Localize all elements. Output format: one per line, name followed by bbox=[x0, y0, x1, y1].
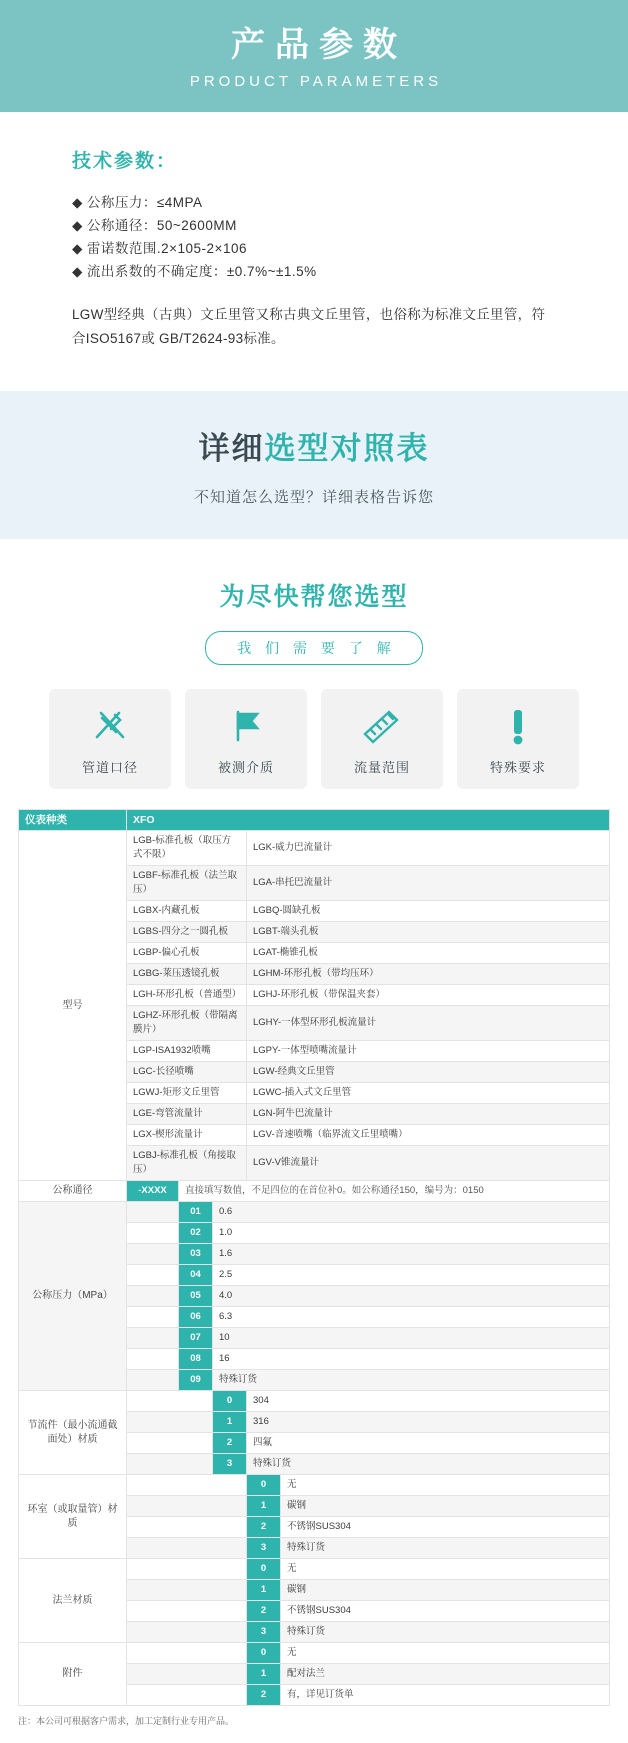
model-right: LGV-V锥流量计 bbox=[247, 1146, 610, 1181]
table-header-cell-type: XFO bbox=[127, 810, 610, 831]
model-left: LGBX-内藏孔板 bbox=[127, 901, 247, 922]
helper-card-label: 流量范围 bbox=[353, 759, 410, 775]
band-subtitle: 不知道怎么选型？详细表格告诉您 bbox=[193, 489, 434, 506]
model-right: LGBQ-圆缺孔板 bbox=[247, 901, 610, 922]
band-title-highlight: 选型对照表 bbox=[264, 431, 430, 466]
flange-value: 无 bbox=[281, 1559, 610, 1580]
throttle-value: 四氟 bbox=[247, 1433, 610, 1454]
band-title bbox=[199, 423, 430, 468]
diamond-bullet-icon: ◆ bbox=[72, 264, 83, 279]
technical-parameters-section bbox=[0, 112, 628, 391]
pressure-code: 01 bbox=[179, 1202, 213, 1223]
pressure-value: 0.6 bbox=[213, 1202, 610, 1223]
flange-code: 0 bbox=[247, 1559, 281, 1580]
row-category-model: 型号 bbox=[19, 831, 127, 1181]
row-category-chamber: 环室（或取量管）材质 bbox=[19, 1475, 127, 1559]
tech-item-label: 公称压力：≤4MPA bbox=[86, 195, 203, 210]
table-row bbox=[19, 1202, 610, 1223]
list-item bbox=[72, 214, 628, 237]
header-banner bbox=[0, 0, 628, 112]
chamber-code: 1 bbox=[247, 1496, 281, 1517]
tech-parameter-list bbox=[72, 191, 628, 283]
chamber-code: 3 bbox=[247, 1538, 281, 1559]
flange-code: 3 bbox=[247, 1622, 281, 1643]
diamond-bullet-icon: ◆ bbox=[72, 195, 83, 210]
row-category-throttle: 节流件（最小流通截面处）材质 bbox=[19, 1391, 127, 1475]
throttle-code: 2 bbox=[213, 1433, 247, 1454]
diameter-code: -XXXX bbox=[127, 1181, 179, 1202]
flange-code: 1 bbox=[247, 1580, 281, 1601]
model-right: LGWC-插入式文丘里管 bbox=[247, 1083, 610, 1104]
accessory-value: 配对法兰 bbox=[281, 1664, 610, 1685]
selection-chart-band bbox=[0, 391, 628, 539]
model-right: LGAT-椭锥孔板 bbox=[247, 943, 610, 964]
pressure-code: 07 bbox=[179, 1328, 213, 1349]
throttle-value: 316 bbox=[247, 1412, 610, 1433]
model-right: LGHY-一体型环形孔板流量计 bbox=[247, 1006, 610, 1041]
model-left: LGBS-四分之一圆孔板 bbox=[127, 922, 247, 943]
accessory-value: 有，详见订货单 bbox=[281, 1685, 610, 1706]
accessory-code: 2 bbox=[247, 1685, 281, 1706]
banner-title-en: PRODUCT PARAMETERS bbox=[189, 72, 443, 90]
model-right: LGN-阿牛巴流量计 bbox=[247, 1104, 610, 1125]
row-category-accessory: 附件 bbox=[19, 1643, 127, 1706]
table-row bbox=[19, 1391, 610, 1412]
selection-helper-section bbox=[0, 539, 628, 789]
helper-card-special-request bbox=[457, 689, 579, 789]
pressure-value: 16 bbox=[213, 1349, 610, 1370]
chamber-code: 2 bbox=[247, 1517, 281, 1538]
chamber-value: 不锈钢SUS304 bbox=[281, 1517, 610, 1538]
throttle-code: 1 bbox=[213, 1412, 247, 1433]
table-row bbox=[19, 1559, 610, 1580]
model-left: LGH-环形孔板（普通型） bbox=[127, 985, 247, 1006]
pressure-code: 04 bbox=[179, 1265, 213, 1286]
row-category-flange: 法兰材质 bbox=[19, 1559, 127, 1643]
model-left: LGHZ-环形孔板（带隔离膜片） bbox=[127, 1006, 247, 1041]
model-left: LGBF-标准孔板（法兰取压） bbox=[127, 866, 247, 901]
tech-item-label: 流出系数的不确定度：±0.7%~±1.5% bbox=[86, 264, 317, 279]
list-item bbox=[72, 260, 628, 283]
model-left: LGC-长径喷嘴 bbox=[127, 1062, 247, 1083]
helper-title: 为尽快帮您选型 bbox=[219, 583, 409, 611]
flag-icon bbox=[224, 703, 268, 749]
model-right: LGA-串托巴流量计 bbox=[247, 866, 610, 901]
diameter-description: 直接填写数值，不足四位的在首位补0。如公称通径150，编号为：0150 bbox=[179, 1181, 610, 1202]
exclamation-icon bbox=[503, 703, 533, 749]
pressure-code: 09 bbox=[179, 1370, 213, 1391]
ruler-pencil-icon bbox=[88, 703, 132, 749]
pressure-value: 2.5 bbox=[213, 1265, 610, 1286]
throttle-code: 0 bbox=[213, 1391, 247, 1412]
helper-card-label: 特殊要求 bbox=[489, 759, 546, 775]
model-left: LGB-标准孔板（取压方式不限） bbox=[127, 831, 247, 866]
flange-value: 特殊订货 bbox=[281, 1622, 610, 1643]
accessory-code: 0 bbox=[247, 1643, 281, 1664]
accessory-value: 无 bbox=[281, 1643, 610, 1664]
helper-card-flow-range bbox=[321, 689, 443, 789]
helper-card-medium bbox=[185, 689, 307, 789]
diamond-bullet-icon: ◆ bbox=[72, 218, 83, 233]
table-header-row bbox=[19, 810, 610, 831]
pressure-code: 02 bbox=[179, 1223, 213, 1244]
table-row bbox=[19, 1475, 610, 1496]
accessory-code: 1 bbox=[247, 1664, 281, 1685]
model-left: LGBG-莱压透镜孔板 bbox=[127, 964, 247, 985]
table-footnote: 注：本公司可根据客户需求，加工定制行业专用产品。 bbox=[18, 1716, 235, 1726]
flange-code: 2 bbox=[247, 1601, 281, 1622]
pressure-code: 03 bbox=[179, 1244, 213, 1265]
row-category-diameter: 公称通径 bbox=[19, 1181, 127, 1202]
helper-cards bbox=[0, 689, 628, 789]
model-left: LGX-楔形流量计 bbox=[127, 1125, 247, 1146]
tech-item-label: 公称通径：50~2600MM bbox=[86, 218, 237, 233]
throttle-value: 特殊订货 bbox=[247, 1454, 610, 1475]
selection-table-wrapper bbox=[0, 789, 628, 1706]
helper-card-label: 管道口径 bbox=[81, 759, 138, 775]
throttle-code: 3 bbox=[213, 1454, 247, 1475]
model-right: LGK-威力巴流量计 bbox=[247, 831, 610, 866]
helper-pill-label: 我 们 需 要 了 解 bbox=[205, 631, 422, 665]
list-item bbox=[72, 191, 628, 214]
model-left: LGE-弯管流量计 bbox=[127, 1104, 247, 1125]
tech-note-paragraph: LGW型经典（古典）文丘里管又称古典文丘里管，也俗称为标准文丘里管，符合ISO5167或 GB/T2624-93标准。 bbox=[72, 307, 546, 346]
tech-section-title: 技术参数： bbox=[72, 151, 178, 172]
list-item bbox=[72, 237, 628, 260]
diamond-bullet-icon: ◆ bbox=[72, 241, 83, 256]
chamber-value: 特殊订货 bbox=[281, 1538, 610, 1559]
model-right: LGPY-一体型喷嘴流量计 bbox=[247, 1041, 610, 1062]
tech-item-label: 雷诺数范围.2×105-2×106 bbox=[86, 241, 247, 256]
table-row bbox=[19, 831, 610, 866]
table-row bbox=[19, 1643, 610, 1664]
model-left: LGWJ-矩形文丘里管 bbox=[127, 1083, 247, 1104]
model-right: LGV-音速喷嘴（临界流文丘里喷嘴） bbox=[247, 1125, 610, 1146]
model-right: LGW-经典文丘里管 bbox=[247, 1062, 610, 1083]
model-right: LGHM-环形孔板（带均压环） bbox=[247, 964, 610, 985]
pressure-code: 05 bbox=[179, 1286, 213, 1307]
ruler-icon bbox=[359, 703, 405, 749]
band-title-part1: 详细 bbox=[198, 431, 265, 466]
throttle-value: 304 bbox=[247, 1391, 610, 1412]
pressure-value: 4.0 bbox=[213, 1286, 610, 1307]
flange-value: 不锈钢SUS304 bbox=[281, 1601, 610, 1622]
model-left: LGP-ISA1932喷嘴 bbox=[127, 1041, 247, 1062]
helper-card-pipe-diameter bbox=[49, 689, 171, 789]
banner-title-cn: 产品参数 bbox=[231, 25, 407, 64]
table-header-cell-category: 仪表种类 bbox=[19, 810, 127, 831]
chamber-code: 0 bbox=[247, 1475, 281, 1496]
selection-table bbox=[18, 809, 610, 1706]
pressure-value: 1.0 bbox=[213, 1223, 610, 1244]
model-right: LGBT-端头孔板 bbox=[247, 922, 610, 943]
row-category-pressure: 公称压力（MPa） bbox=[19, 1202, 127, 1391]
pressure-value: 特殊订货 bbox=[213, 1370, 610, 1391]
helper-card-label: 被测介质 bbox=[217, 759, 274, 775]
table-row bbox=[19, 1181, 610, 1202]
chamber-value: 无 bbox=[281, 1475, 610, 1496]
pressure-code: 06 bbox=[179, 1307, 213, 1328]
model-right: LGHJ-环形孔板（带保温夹套） bbox=[247, 985, 610, 1006]
model-left: LGBJ-标准孔板（角接取压） bbox=[127, 1146, 247, 1181]
pressure-value: 1.6 bbox=[213, 1244, 610, 1265]
pressure-value: 6.3 bbox=[213, 1307, 610, 1328]
chamber-value: 碳钢 bbox=[281, 1496, 610, 1517]
model-left: LGBP-偏心孔板 bbox=[127, 943, 247, 964]
pressure-code: 08 bbox=[179, 1349, 213, 1370]
flange-value: 碳钢 bbox=[281, 1580, 610, 1601]
pressure-value: 10 bbox=[213, 1328, 610, 1349]
